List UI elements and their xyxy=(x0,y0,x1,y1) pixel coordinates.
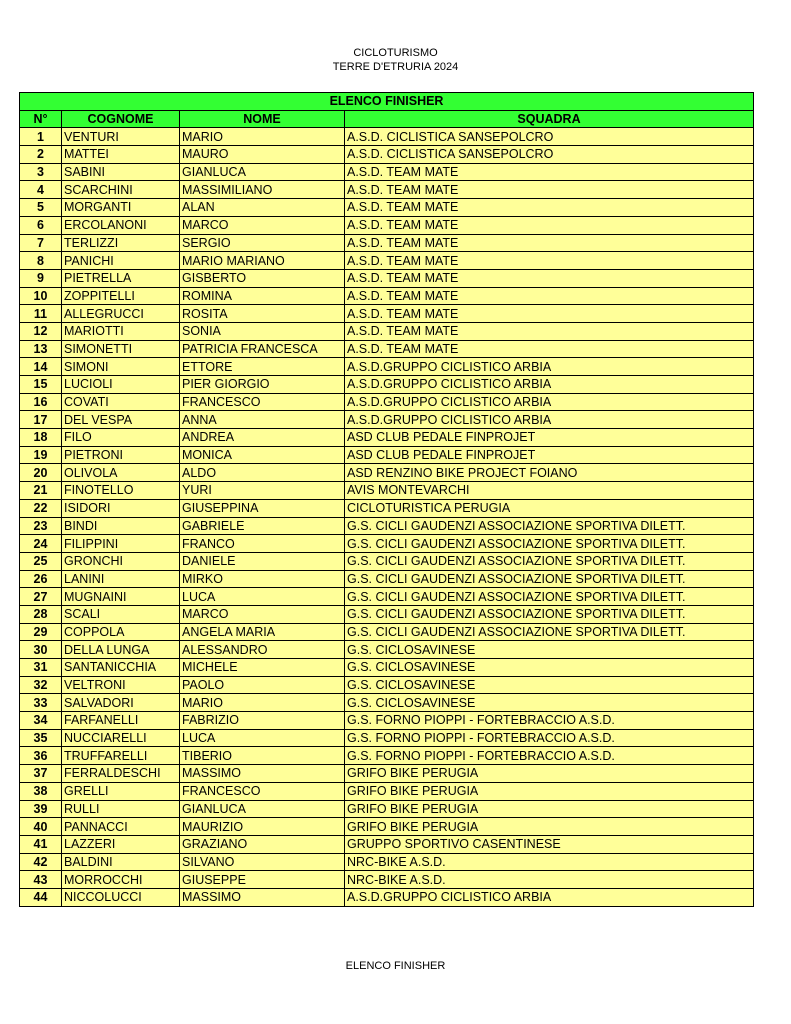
cell-team: GRIFO BIKE PERUGIA xyxy=(345,782,754,800)
cell-name: PATRICIA FRANCESCA xyxy=(180,340,345,358)
cell-number: 12 xyxy=(20,322,62,340)
cell-number: 30 xyxy=(20,641,62,659)
cell-surname: RULLI xyxy=(62,800,180,818)
table-row xyxy=(20,482,754,500)
cell-surname: FILIPPINI xyxy=(62,535,180,553)
cell-name: MARCO xyxy=(180,605,345,623)
cell-team: G.S. CICLI GAUDENZI ASSOCIAZIONE SPORTIVA DILETT. xyxy=(345,570,754,588)
cell-surname: NICCOLUCCI xyxy=(62,888,180,906)
cell-number: 31 xyxy=(20,659,62,677)
column-header-number: N° xyxy=(20,110,62,128)
cell-surname: ISIDORI xyxy=(62,499,180,517)
cell-number: 11 xyxy=(20,305,62,323)
cell-surname: ZOPPITELLI xyxy=(62,287,180,305)
cell-team: G.S. CICLOSAVINESE xyxy=(345,694,754,712)
cell-number: 17 xyxy=(20,411,62,429)
cell-team: A.S.D. TEAM MATE xyxy=(345,269,754,287)
cell-team: G.S. CICLI GAUDENZI ASSOCIAZIONE SPORTIVA DILETT. xyxy=(345,623,754,641)
cell-number: 9 xyxy=(20,269,62,287)
cell-number: 4 xyxy=(20,181,62,199)
table-row xyxy=(20,499,754,517)
column-header-name: NOME xyxy=(180,110,345,128)
table-row xyxy=(20,216,754,234)
cell-number: 14 xyxy=(20,358,62,376)
cell-number: 34 xyxy=(20,712,62,730)
cell-surname: PIETRELLA xyxy=(62,269,180,287)
table-row xyxy=(20,146,754,164)
table-row xyxy=(20,269,754,287)
table-row xyxy=(20,199,754,217)
cell-surname: PIETRONI xyxy=(62,446,180,464)
cell-name: MARIO xyxy=(180,694,345,712)
cell-name: MASSIMILIANO xyxy=(180,181,345,199)
table-row xyxy=(20,287,754,305)
cell-team: G.S. CICLI GAUDENZI ASSOCIAZIONE SPORTIVA DILETT. xyxy=(345,588,754,606)
cell-team: G.S. CICLOSAVINESE xyxy=(345,659,754,677)
cell-team: A.S.D.GRUPPO CICLISTICO ARBIA xyxy=(345,393,754,411)
table-row xyxy=(20,818,754,836)
table-row xyxy=(20,782,754,800)
cell-name: ANNA xyxy=(180,411,345,429)
cell-name: TIBERIO xyxy=(180,747,345,765)
cell-surname: BALDINI xyxy=(62,853,180,871)
cell-number: 15 xyxy=(20,376,62,394)
cell-number: 41 xyxy=(20,835,62,853)
cell-surname: SABINI xyxy=(62,163,180,181)
cell-name: ALESSANDRO xyxy=(180,641,345,659)
cell-number: 24 xyxy=(20,535,62,553)
cell-team: A.S.D. TEAM MATE xyxy=(345,234,754,252)
table-row xyxy=(20,411,754,429)
cell-number: 3 xyxy=(20,163,62,181)
header-subtitle: TERRE D'ETRURIA 2024 xyxy=(332,61,459,73)
table-row xyxy=(20,234,754,252)
cell-number: 8 xyxy=(20,252,62,270)
cell-name: GISBERTO xyxy=(180,269,345,287)
cell-surname: FARFANELLI xyxy=(62,712,180,730)
cell-number: 29 xyxy=(20,623,62,641)
cell-team: A.S.D. TEAM MATE xyxy=(345,252,754,270)
table-row xyxy=(20,712,754,730)
cell-team: GRIFO BIKE PERUGIA xyxy=(345,818,754,836)
cell-surname: LANINI xyxy=(62,570,180,588)
cell-name: LUCA xyxy=(180,588,345,606)
cell-team: A.S.D. TEAM MATE xyxy=(345,181,754,199)
cell-number: 2 xyxy=(20,146,62,164)
cell-team: A.S.D.GRUPPO CICLISTICO ARBIA xyxy=(345,411,754,429)
cell-name: MARCO xyxy=(180,216,345,234)
cell-team: GRIFO BIKE PERUGIA xyxy=(345,765,754,783)
cell-surname: LAZZERI xyxy=(62,835,180,853)
cell-team: A.S.D. TEAM MATE xyxy=(345,163,754,181)
table-row xyxy=(20,517,754,535)
cell-number: 7 xyxy=(20,234,62,252)
cell-number: 43 xyxy=(20,871,62,889)
cell-number: 36 xyxy=(20,747,62,765)
cell-surname: LUCIOLI xyxy=(62,376,180,394)
column-header-surname: COGNOME xyxy=(62,110,180,128)
cell-name: MAURIZIO xyxy=(180,818,345,836)
cell-number: 35 xyxy=(20,729,62,747)
table-banner: ELENCO FINISHER xyxy=(20,93,754,111)
cell-surname: FERRALDESCHI xyxy=(62,765,180,783)
cell-number: 38 xyxy=(20,782,62,800)
cell-surname: ERCOLANONI xyxy=(62,216,180,234)
cell-number: 16 xyxy=(20,393,62,411)
table-row xyxy=(20,181,754,199)
cell-number: 10 xyxy=(20,287,62,305)
table-row xyxy=(20,128,754,146)
cell-surname: COVATI xyxy=(62,393,180,411)
cell-team: A.S.D.GRUPPO CICLISTICO ARBIA xyxy=(345,358,754,376)
cell-name: ANGELA MARIA xyxy=(180,623,345,641)
cell-surname: VELTRONI xyxy=(62,676,180,694)
table-row xyxy=(20,429,754,447)
table-row xyxy=(20,570,754,588)
cell-number: 33 xyxy=(20,694,62,712)
cell-number: 44 xyxy=(20,888,62,906)
cell-surname: MUGNAINI xyxy=(62,588,180,606)
cell-name: MAURO xyxy=(180,146,345,164)
table-row xyxy=(20,853,754,871)
cell-name: GABRIELE xyxy=(180,517,345,535)
cell-name: MARIO MARIANO xyxy=(180,252,345,270)
cell-surname: TERLIZZI xyxy=(62,234,180,252)
cell-surname: DEL VESPA xyxy=(62,411,180,429)
cell-surname: FILO xyxy=(62,429,180,447)
cell-team: ASD CLUB PEDALE FINPROJET xyxy=(345,446,754,464)
cell-team: A.S.D. TEAM MATE xyxy=(345,305,754,323)
cell-name: ROSITA xyxy=(180,305,345,323)
cell-number: 40 xyxy=(20,818,62,836)
cell-name: MONICA xyxy=(180,446,345,464)
cell-team: ASD RENZINO BIKE PROJECT FOIANO xyxy=(345,464,754,482)
cell-number: 39 xyxy=(20,800,62,818)
table-row xyxy=(20,729,754,747)
cell-surname: PANNACCI xyxy=(62,818,180,836)
cell-team: GRUPPO SPORTIVO CASENTINESE xyxy=(345,835,754,853)
cell-number: 13 xyxy=(20,340,62,358)
table-row xyxy=(20,393,754,411)
table-row xyxy=(20,765,754,783)
cell-team: G.S. CICLOSAVINESE xyxy=(345,676,754,694)
table-row xyxy=(20,605,754,623)
cell-surname: SANTANICCHIA xyxy=(62,659,180,677)
cell-team: G.S. FORNO PIOPPI - FORTEBRACCIO A.S.D. xyxy=(345,729,754,747)
cell-team: G.S. CICLI GAUDENZI ASSOCIAZIONE SPORTIVA DILETT. xyxy=(345,517,754,535)
cell-name: ETTORE xyxy=(180,358,345,376)
cell-number: 27 xyxy=(20,588,62,606)
cell-number: 20 xyxy=(20,464,62,482)
cell-team: G.S. CICLI GAUDENZI ASSOCIAZIONE SPORTIVA DILETT. xyxy=(345,535,754,553)
cell-team: A.S.D. CICLISTICA SANSEPOLCRO xyxy=(345,146,754,164)
cell-name: SERGIO xyxy=(180,234,345,252)
cell-name: MICHELE xyxy=(180,659,345,677)
cell-surname: SCALI xyxy=(62,605,180,623)
cell-number: 28 xyxy=(20,605,62,623)
cell-team: ASD CLUB PEDALE FINPROJET xyxy=(345,429,754,447)
cell-name: LUCA xyxy=(180,729,345,747)
cell-team: A.S.D. TEAM MATE xyxy=(345,216,754,234)
table-row xyxy=(20,252,754,270)
cell-name: ALAN xyxy=(180,199,345,217)
cell-surname: GRONCHI xyxy=(62,552,180,570)
cell-surname: MORROCCHI xyxy=(62,871,180,889)
table-row xyxy=(20,623,754,641)
cell-name: YURI xyxy=(180,482,345,500)
cell-name: FABRIZIO xyxy=(180,712,345,730)
cell-number: 1 xyxy=(20,128,62,146)
cell-team: NRC-BIKE A.S.D. xyxy=(345,853,754,871)
column-header-row xyxy=(20,110,754,128)
table-body xyxy=(20,128,754,906)
cell-team: G.S. CICLI GAUDENZI ASSOCIAZIONE SPORTIVA DILETT. xyxy=(345,552,754,570)
cell-team: CICLOTURISTICA PERUGIA xyxy=(345,499,754,517)
document-header xyxy=(0,46,791,74)
cell-number: 6 xyxy=(20,216,62,234)
finisher-table-container xyxy=(19,92,753,907)
cell-number: 23 xyxy=(20,517,62,535)
column-header-team: SQUADRA xyxy=(345,110,754,128)
table-row xyxy=(20,358,754,376)
cell-name: PIER GIORGIO xyxy=(180,376,345,394)
cell-name: GRAZIANO xyxy=(180,835,345,853)
cell-name: MASSIMO xyxy=(180,765,345,783)
cell-team: G.S. FORNO PIOPPI - FORTEBRACCIO A.S.D. xyxy=(345,712,754,730)
cell-surname: TRUFFARELLI xyxy=(62,747,180,765)
cell-surname: MARIOTTI xyxy=(62,322,180,340)
cell-number: 37 xyxy=(20,765,62,783)
cell-team: GRIFO BIKE PERUGIA xyxy=(345,800,754,818)
cell-surname: DELLA LUNGA xyxy=(62,641,180,659)
table-row xyxy=(20,871,754,889)
cell-surname: SIMONI xyxy=(62,358,180,376)
cell-surname: MORGANTI xyxy=(62,199,180,217)
cell-team: G.S. CICLOSAVINESE xyxy=(345,641,754,659)
table-row xyxy=(20,835,754,853)
cell-number: 25 xyxy=(20,552,62,570)
cell-team: G.S. CICLI GAUDENZI ASSOCIAZIONE SPORTIVA DILETT. xyxy=(345,605,754,623)
cell-team: A.S.D.GRUPPO CICLISTICO ARBIA xyxy=(345,888,754,906)
cell-team: A.S.D.GRUPPO CICLISTICO ARBIA xyxy=(345,376,754,394)
cell-team: A.S.D. CICLISTICA SANSEPOLCRO xyxy=(345,128,754,146)
cell-name: FRANCO xyxy=(180,535,345,553)
table-row xyxy=(20,322,754,340)
cell-name: PAOLO xyxy=(180,676,345,694)
cell-name: ROMINA xyxy=(180,287,345,305)
table-row xyxy=(20,376,754,394)
cell-team: G.S. FORNO PIOPPI - FORTEBRACCIO A.S.D. xyxy=(345,747,754,765)
cell-surname: PANICHI xyxy=(62,252,180,270)
table-row xyxy=(20,464,754,482)
table-row xyxy=(20,641,754,659)
document-footer: ELENCO FINISHER xyxy=(345,960,446,972)
cell-surname: FINOTELLO xyxy=(62,482,180,500)
cell-name: GIUSEPPE xyxy=(180,871,345,889)
table-row xyxy=(20,163,754,181)
cell-name: GIANLUCA xyxy=(180,800,345,818)
cell-surname: OLIVOLA xyxy=(62,464,180,482)
table-row xyxy=(20,588,754,606)
table-row xyxy=(20,694,754,712)
cell-surname: NUCCIARELLI xyxy=(62,729,180,747)
table-row xyxy=(20,446,754,464)
cell-name: MARIO xyxy=(180,128,345,146)
cell-name: SONIA xyxy=(180,322,345,340)
cell-team: A.S.D. TEAM MATE xyxy=(345,287,754,305)
table-row xyxy=(20,340,754,358)
cell-surname: GRELLI xyxy=(62,782,180,800)
header-title: CICLOTURISMO xyxy=(353,47,438,59)
cell-name: GIUSEPPINA xyxy=(180,499,345,517)
cell-number: 32 xyxy=(20,676,62,694)
cell-surname: ALLEGRUCCI xyxy=(62,305,180,323)
cell-surname: BINDI xyxy=(62,517,180,535)
cell-name: MASSIMO xyxy=(180,888,345,906)
cell-name: MIRKO xyxy=(180,570,345,588)
cell-name: ANDREA xyxy=(180,429,345,447)
cell-number: 21 xyxy=(20,482,62,500)
cell-number: 42 xyxy=(20,853,62,871)
cell-surname: SIMONETTI xyxy=(62,340,180,358)
table-banner-row xyxy=(20,93,754,111)
cell-number: 18 xyxy=(20,429,62,447)
cell-surname: COPPOLA xyxy=(62,623,180,641)
cell-surname: VENTURI xyxy=(62,128,180,146)
cell-number: 22 xyxy=(20,499,62,517)
table-row xyxy=(20,676,754,694)
cell-team: NRC-BIKE A.S.D. xyxy=(345,871,754,889)
finisher-table xyxy=(19,92,754,907)
cell-name: FRANCESCO xyxy=(180,782,345,800)
cell-surname: SCARCHINI xyxy=(62,181,180,199)
cell-name: ALDO xyxy=(180,464,345,482)
table-row xyxy=(20,747,754,765)
cell-name: DANIELE xyxy=(180,552,345,570)
table-row xyxy=(20,305,754,323)
cell-number: 5 xyxy=(20,199,62,217)
cell-name: FRANCESCO xyxy=(180,393,345,411)
cell-team: A.S.D. TEAM MATE xyxy=(345,322,754,340)
table-row xyxy=(20,888,754,906)
cell-team: A.S.D. TEAM MATE xyxy=(345,199,754,217)
table-row xyxy=(20,552,754,570)
cell-number: 19 xyxy=(20,446,62,464)
cell-surname: MATTEI xyxy=(62,146,180,164)
cell-team: A.S.D. TEAM MATE xyxy=(345,340,754,358)
table-row xyxy=(20,659,754,677)
cell-surname: SALVADORI xyxy=(62,694,180,712)
table-row xyxy=(20,800,754,818)
cell-number: 26 xyxy=(20,570,62,588)
cell-name: SILVANO xyxy=(180,853,345,871)
cell-name: GIANLUCA xyxy=(180,163,345,181)
cell-team: AVIS MONTEVARCHI xyxy=(345,482,754,500)
table-row xyxy=(20,535,754,553)
